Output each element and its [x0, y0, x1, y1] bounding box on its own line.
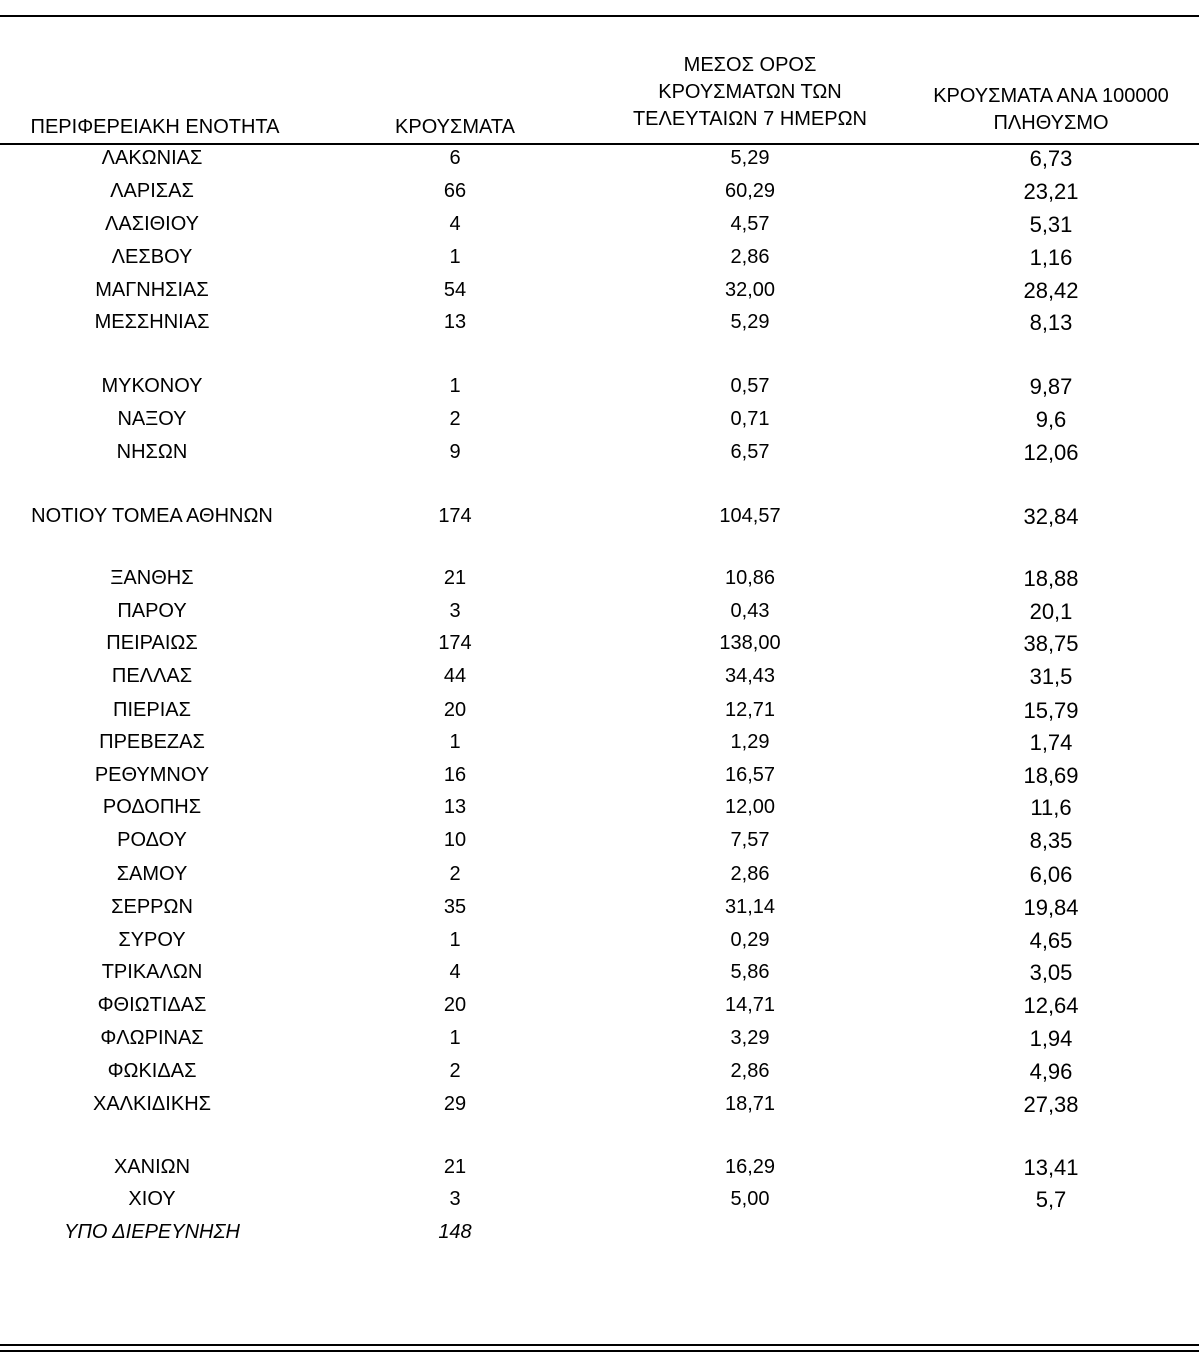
table-row [0, 729, 1199, 756]
cell-region: ΠΑΡΟΥ [117, 600, 187, 622]
cell-cases: 1 [449, 731, 461, 753]
cell-region: ΠΕΛΛΑΣ [111, 665, 193, 687]
cell-per100k: 31,5 [1029, 664, 1073, 689]
table-row [0, 1025, 1199, 1052]
cell-cases: 1 [449, 1027, 461, 1049]
table-row [0, 1154, 1199, 1181]
cell-region: ΛΑΣΙΘΙΟΥ [105, 213, 199, 235]
header-avg7-line2: ΚΡΟΥΣΜΑΤΩΝ ΤΩΝ [658, 81, 842, 103]
table-row [0, 1186, 1199, 1213]
cell-region: ΡΟΔΟΠΗΣ [102, 796, 202, 818]
cell-avg7: 2,86 [730, 1060, 770, 1082]
cell-region: ΡΟΔΟΥ [117, 829, 187, 851]
cell-per100k: 23,21 [1023, 179, 1079, 204]
table-row [0, 373, 1199, 400]
header-per100k-line1: ΚΡΟΥΣΜΑΤΑ ΑΝΑ 100000 [933, 85, 1169, 107]
header-cases: ΚΡΟΥΣΜΑΤΑ [395, 116, 515, 138]
cell-cases: 13 [443, 796, 467, 818]
cell-cases: 2 [449, 863, 461, 885]
cell-cases: 54 [443, 279, 467, 301]
cell-region: ΜΥΚΟΝΟΥ [101, 375, 203, 397]
cell-per100k: 20,1 [1029, 599, 1073, 624]
cell-per100k: 5,7 [1035, 1187, 1067, 1212]
cell-avg7: 60,29 [724, 180, 776, 202]
cell-cases: 35 [443, 896, 467, 918]
header-region: ΠΕΡΙΦΕΡΕΙΑΚΗ ΕΝΟΤΗΤΑ [30, 116, 280, 138]
cell-region: ΣΑΜΟΥ [116, 863, 188, 885]
cell-avg7: 14,71 [724, 994, 776, 1016]
cell-cases: 3 [449, 600, 461, 622]
cell-cases: 44 [443, 665, 467, 687]
header-avg7-line3: ΤΕΛΕΥΤΑΙΩΝ 7 ΗΜΕΡΩΝ [632, 108, 868, 130]
cell-region: ΦΩΚΙΔΑΣ [107, 1060, 197, 1082]
cell-avg7: 12,00 [724, 796, 776, 818]
cell-region: ΛΑΚΩΝΙΑΣ [101, 147, 203, 169]
cell-per100k: 3,05 [1029, 960, 1073, 985]
cell-avg7: 2,86 [730, 246, 770, 268]
cell-avg7: 2,86 [730, 863, 770, 885]
table-row [0, 598, 1199, 625]
table-row [0, 630, 1199, 657]
cell-region: ΡΕΘΥΜΝΟΥ [94, 764, 210, 786]
cell-region: ΝΑΞΟΥ [117, 408, 187, 430]
table-row [0, 244, 1199, 271]
cell-avg7: 0,71 [730, 408, 770, 430]
cell-cases: 20 [443, 699, 467, 721]
cell-region: ΣΥΡΟΥ [118, 929, 186, 951]
cell-avg7: 5,00 [730, 1188, 770, 1210]
cell-cases: 1 [449, 246, 461, 268]
cell-per100k: 1,74 [1029, 730, 1073, 755]
table-row [0, 178, 1199, 205]
cell-avg7: 18,71 [724, 1093, 776, 1115]
header-avg7-line1: ΜΕΣΟΣ ΟΡΟΣ [683, 54, 817, 76]
cell-avg7: 7,57 [730, 829, 770, 851]
cell-per100k: 38,75 [1023, 631, 1079, 656]
cell-cases: 1 [449, 929, 461, 951]
cell-avg7: 16,29 [724, 1156, 776, 1178]
table-row [0, 277, 1199, 304]
cell-region: ΞΑΝΘΗΣ [110, 567, 194, 589]
cell-avg7: 1,29 [730, 731, 770, 753]
cell-cases: 9 [449, 441, 461, 463]
header-avg7 [600, 52, 900, 133]
cell-per100k: 32,84 [1023, 504, 1079, 529]
table-row [0, 827, 1199, 854]
cell-per100k: 8,35 [1029, 828, 1073, 853]
cell-avg7: 5,86 [730, 961, 770, 983]
cell-per100k: 18,69 [1023, 763, 1079, 788]
table-row [0, 503, 1199, 530]
cell-avg7: 31,14 [724, 896, 776, 918]
cell-per100k: 12,64 [1023, 993, 1079, 1018]
cell-cases: 1 [449, 375, 461, 397]
table-row [0, 992, 1199, 1019]
header-per100k [895, 83, 1199, 137]
table-row [0, 439, 1199, 466]
cell-avg7: 32,00 [724, 279, 776, 301]
table-row [0, 959, 1199, 986]
cell-avg7: 0,29 [730, 929, 770, 951]
cell-avg7: 104,57 [719, 505, 781, 527]
cell-per100k: 28,42 [1023, 278, 1079, 303]
cell-cases: 2 [449, 408, 461, 430]
table-row [0, 794, 1199, 821]
cell-cases: 66 [443, 180, 467, 202]
cell-per100k: 9,87 [1029, 374, 1073, 399]
cell-region: ΜΑΓΝΗΣΙΑΣ [95, 279, 209, 301]
cell-per100k: 4,96 [1029, 1059, 1073, 1084]
table-row [0, 894, 1199, 921]
cell-per100k: 13,41 [1023, 1155, 1079, 1180]
cell-under-investigation-cases: 148 [438, 1221, 472, 1243]
table-row [0, 1091, 1199, 1118]
cell-cases: 174 [438, 505, 472, 527]
cell-per100k: 9,6 [1035, 407, 1067, 432]
cell-cases: 4 [449, 213, 461, 235]
cell-region: ΠΡΕΒΕΖΑΣ [99, 731, 205, 753]
cell-region: ΝΗΣΩΝ [116, 441, 188, 463]
table-row [0, 1058, 1199, 1085]
table-row [0, 406, 1199, 433]
cell-avg7: 5,29 [730, 147, 770, 169]
cell-region: ΧΑΛΚΙΔΙΚΗΣ [93, 1093, 211, 1115]
table-bottom-border [0, 1344, 1199, 1346]
cell-per100k: 18,88 [1023, 566, 1079, 591]
cell-region: ΜΕΣΣΗΝΙΑΣ [94, 311, 210, 333]
cell-region: ΝΟΤΙΟΥ ΤΟΜΕΑ ΑΘΗΝΩΝ [31, 505, 273, 527]
cell-per100k: 1,94 [1029, 1026, 1073, 1051]
cell-region: ΦΘΙΩΤΙΔΑΣ [97, 994, 207, 1016]
cell-avg7: 138,00 [719, 632, 781, 654]
table-row [0, 697, 1199, 724]
cell-region: ΛΕΣΒΟΥ [111, 246, 193, 268]
cell-per100k: 1,16 [1029, 245, 1073, 270]
table-row [0, 565, 1199, 592]
cell-per100k: 6,73 [1029, 146, 1073, 171]
cell-avg7: 4,57 [730, 213, 770, 235]
cell-region: ΠΙΕΡΙΑΣ [113, 699, 191, 721]
cell-cases: 21 [443, 567, 467, 589]
cell-per100k: 19,84 [1023, 895, 1079, 920]
cell-cases: 21 [443, 1156, 467, 1178]
table-row [0, 309, 1199, 336]
cell-cases: 29 [443, 1093, 467, 1115]
cell-per100k: 5,31 [1029, 212, 1073, 237]
cell-region: ΠΕΙΡΑΙΩΣ [106, 632, 198, 654]
table-row [0, 211, 1199, 238]
cell-avg7: 10,86 [724, 567, 776, 589]
cell-avg7: 34,43 [724, 665, 776, 687]
table-row [0, 145, 1199, 172]
table-row [0, 927, 1199, 954]
cell-avg7: 0,43 [730, 600, 770, 622]
table-row [0, 663, 1199, 690]
cell-per100k: 8,13 [1029, 310, 1073, 335]
under-investigation-row [0, 1219, 1199, 1246]
cell-region: ΧΑΝΙΩΝ [113, 1156, 191, 1178]
cell-cases: 6 [449, 147, 461, 169]
cell-region: ΤΡΙΚΑΛΩΝ [101, 961, 203, 983]
cell-cases: 4 [449, 961, 461, 983]
cell-cases: 3 [449, 1188, 461, 1210]
cell-region: ΧΙΟΥ [128, 1188, 176, 1210]
cell-per100k: 12,06 [1023, 440, 1079, 465]
table-top-border [0, 15, 1199, 17]
cell-cases: 2 [449, 1060, 461, 1082]
cell-avg7: 12,71 [724, 699, 776, 721]
cell-region: ΦΛΩΡΙΝΑΣ [100, 1027, 204, 1049]
cell-region: ΛΑΡΙΣΑΣ [110, 180, 194, 202]
cell-cases: 16 [443, 764, 467, 786]
cell-per100k: 4,65 [1029, 928, 1073, 953]
cell-cases: 10 [443, 829, 467, 851]
cell-cases: 174 [438, 632, 472, 654]
cell-region: ΣΕΡΡΩΝ [111, 896, 193, 918]
cell-per100k: 15,79 [1023, 698, 1079, 723]
cell-per100k: 11,6 [1030, 795, 1072, 820]
header-per100k-line2: ΠΛΗΘΥΣΜΟ [993, 112, 1109, 134]
table-row [0, 861, 1199, 888]
cell-under-investigation-label: ΥΠΟ ΔΙΕΡΕΥΝΗΣΗ [64, 1221, 240, 1243]
cell-avg7: 6,57 [730, 441, 770, 463]
cell-avg7: 16,57 [724, 764, 776, 786]
cell-avg7: 5,29 [730, 311, 770, 333]
table-bottom-border-double [0, 1350, 1199, 1352]
table-row [0, 762, 1199, 789]
cell-per100k: 6,06 [1029, 862, 1073, 887]
cell-cases: 20 [443, 994, 467, 1016]
cell-avg7: 3,29 [730, 1027, 770, 1049]
cell-per100k: 27,38 [1023, 1092, 1079, 1117]
cell-avg7: 0,57 [730, 375, 770, 397]
cell-cases: 13 [443, 311, 467, 333]
